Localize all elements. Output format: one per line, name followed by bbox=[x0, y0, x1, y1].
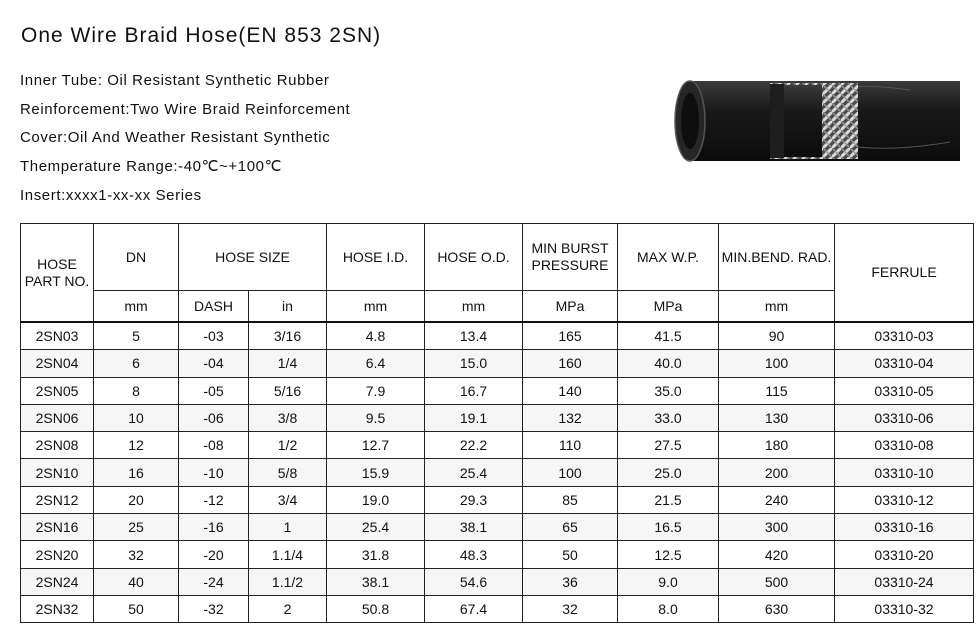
cell-ferrule: 03310-24 bbox=[835, 568, 974, 595]
cell-dash: -24 bbox=[179, 568, 249, 595]
unit-dash: DASH bbox=[179, 291, 249, 323]
cell-ferrule: 03310-12 bbox=[835, 486, 974, 513]
spec-insert: Insert:xxxx1-xx-xx Series bbox=[20, 186, 202, 204]
spec-reinforcement: Reinforcement:Two Wire Braid Reinforcement bbox=[20, 100, 351, 118]
header-part-no: HOSE PART NO. bbox=[21, 224, 94, 323]
table-row bbox=[21, 514, 974, 541]
cell-min-burst: 110 bbox=[523, 432, 618, 459]
cell-min-burst: 50 bbox=[523, 541, 618, 568]
cell-in: 1.1/4 bbox=[249, 541, 327, 568]
cell-max-wp: 21.5 bbox=[618, 486, 719, 513]
cell-max-wp: 41.5 bbox=[618, 322, 719, 350]
cell-in: 5/8 bbox=[249, 459, 327, 486]
cell-max-wp: 27.5 bbox=[618, 432, 719, 459]
cell-hose-od: 13.4 bbox=[425, 322, 523, 350]
cell-dash: -32 bbox=[179, 595, 249, 622]
cell-part-no: 2SN05 bbox=[21, 377, 94, 404]
specification-table bbox=[20, 223, 974, 623]
cell-dn: 40 bbox=[94, 568, 179, 595]
cell-hose-od: 22.2 bbox=[425, 432, 523, 459]
cell-hose-od: 15.0 bbox=[425, 350, 523, 377]
unit-max-wp: MPa bbox=[618, 291, 719, 323]
cell-part-no: 2SN24 bbox=[21, 568, 94, 595]
unit-min-bend: mm bbox=[719, 291, 835, 323]
cell-ferrule: 03310-16 bbox=[835, 514, 974, 541]
table-row bbox=[21, 486, 974, 513]
header-max-wp: MAX W.P. bbox=[618, 224, 719, 291]
cell-hose-od: 67.4 bbox=[425, 595, 523, 622]
cell-dash: -03 bbox=[179, 322, 249, 350]
cell-min-bend: 630 bbox=[719, 595, 835, 622]
cell-dn: 10 bbox=[94, 404, 179, 431]
cell-max-wp: 33.0 bbox=[618, 404, 719, 431]
cell-dash: -06 bbox=[179, 404, 249, 431]
cell-max-wp: 9.0 bbox=[618, 568, 719, 595]
cell-min-bend: 115 bbox=[719, 377, 835, 404]
cell-max-wp: 8.0 bbox=[618, 595, 719, 622]
cell-dash: -08 bbox=[179, 432, 249, 459]
cell-hose-od: 48.3 bbox=[425, 541, 523, 568]
cell-min-bend: 240 bbox=[719, 486, 835, 513]
cell-dn: 20 bbox=[94, 486, 179, 513]
cell-max-wp: 16.5 bbox=[618, 514, 719, 541]
table-row bbox=[21, 595, 974, 622]
header-min-burst: MIN BURST PRESSURE bbox=[523, 224, 618, 291]
cell-dn: 50 bbox=[94, 595, 179, 622]
cell-dn: 16 bbox=[94, 459, 179, 486]
header-hose-id: HOSE I.D. bbox=[327, 224, 425, 291]
cell-in: 2 bbox=[249, 595, 327, 622]
cell-ferrule: 03310-10 bbox=[835, 459, 974, 486]
cell-dash: -12 bbox=[179, 486, 249, 513]
cell-in: 5/16 bbox=[249, 377, 327, 404]
cell-in: 1/2 bbox=[249, 432, 327, 459]
cell-hose-id: 7.9 bbox=[327, 377, 425, 404]
cell-ferrule: 03310-04 bbox=[835, 350, 974, 377]
cell-part-no: 2SN03 bbox=[21, 322, 94, 350]
cell-ferrule: 03310-08 bbox=[835, 432, 974, 459]
table-row bbox=[21, 404, 974, 431]
cell-dn: 5 bbox=[94, 322, 179, 350]
spec-temperature: Themperature Range:-40℃~+100℃ bbox=[20, 158, 283, 176]
spec-cover: Cover:Oil And Weather Resistant Synthetic bbox=[20, 129, 331, 147]
hose-image bbox=[670, 76, 963, 168]
cell-min-bend: 180 bbox=[719, 432, 835, 459]
cell-max-wp: 35.0 bbox=[618, 377, 719, 404]
cell-in: 1/4 bbox=[249, 350, 327, 377]
cell-min-burst: 85 bbox=[523, 486, 618, 513]
cell-min-burst: 132 bbox=[523, 404, 618, 431]
table-row bbox=[21, 541, 974, 568]
spec-inner-tube: Inner Tube: Oil Resistant Synthetic Rubber bbox=[20, 72, 330, 89]
cell-min-bend: 300 bbox=[719, 514, 835, 541]
cell-part-no: 2SN20 bbox=[21, 541, 94, 568]
cell-ferrule: 03310-05 bbox=[835, 377, 974, 404]
cell-hose-id: 19.0 bbox=[327, 486, 425, 513]
table-body bbox=[21, 322, 974, 623]
cell-dash: -05 bbox=[179, 377, 249, 404]
cell-dn: 32 bbox=[94, 541, 179, 568]
table-row bbox=[21, 432, 974, 459]
cell-dash: -20 bbox=[179, 541, 249, 568]
cell-min-burst: 140 bbox=[523, 377, 618, 404]
unit-min-burst: MPa bbox=[523, 291, 618, 323]
header-ferrule: FERRULE bbox=[835, 224, 974, 323]
cell-part-no: 2SN08 bbox=[21, 432, 94, 459]
table-row bbox=[21, 350, 974, 377]
table-row bbox=[21, 322, 974, 350]
cell-hose-id: 4.8 bbox=[327, 322, 425, 350]
cell-dn: 6 bbox=[94, 350, 179, 377]
cell-part-no: 2SN10 bbox=[21, 459, 94, 486]
cell-dn: 25 bbox=[94, 514, 179, 541]
cell-max-wp: 25.0 bbox=[618, 459, 719, 486]
cell-max-wp: 40.0 bbox=[618, 350, 719, 377]
header-dn: DN bbox=[94, 224, 179, 291]
header-hose-od: HOSE O.D. bbox=[425, 224, 523, 291]
cell-max-wp: 12.5 bbox=[618, 541, 719, 568]
cell-hose-id: 50.8 bbox=[327, 595, 425, 622]
cell-hose-id: 38.1 bbox=[327, 568, 425, 595]
cell-hose-od: 38.1 bbox=[425, 514, 523, 541]
cell-in: 3/4 bbox=[249, 486, 327, 513]
unit-in: in bbox=[249, 291, 327, 323]
cell-min-bend: 100 bbox=[719, 350, 835, 377]
table-row bbox=[21, 377, 974, 404]
cell-part-no: 2SN16 bbox=[21, 514, 94, 541]
cell-part-no: 2SN04 bbox=[21, 350, 94, 377]
cell-min-burst: 160 bbox=[523, 350, 618, 377]
cell-min-burst: 32 bbox=[523, 595, 618, 622]
cell-part-no: 2SN06 bbox=[21, 404, 94, 431]
unit-dn: mm bbox=[94, 291, 179, 323]
cell-dash: -16 bbox=[179, 514, 249, 541]
cell-hose-id: 6.4 bbox=[327, 350, 425, 377]
cell-min-burst: 36 bbox=[523, 568, 618, 595]
cell-hose-od: 54.6 bbox=[425, 568, 523, 595]
page-title: One Wire Braid Hose(EN 853 2SN) bbox=[21, 24, 382, 47]
cell-hose-id: 15.9 bbox=[327, 459, 425, 486]
cell-min-burst: 65 bbox=[523, 514, 618, 541]
cell-ferrule: 03310-06 bbox=[835, 404, 974, 431]
unit-hose-id: mm bbox=[327, 291, 425, 323]
header-min-bend: MIN.BEND. RAD. bbox=[719, 224, 835, 291]
cell-dash: -04 bbox=[179, 350, 249, 377]
cell-in: 1.1/2 bbox=[249, 568, 327, 595]
cell-min-burst: 165 bbox=[523, 322, 618, 350]
cell-min-bend: 130 bbox=[719, 404, 835, 431]
cell-min-bend: 500 bbox=[719, 568, 835, 595]
spec-list bbox=[20, 70, 350, 213]
cell-hose-od: 29.3 bbox=[425, 486, 523, 513]
cell-min-bend: 200 bbox=[719, 459, 835, 486]
cell-part-no: 2SN12 bbox=[21, 486, 94, 513]
header-hose-size: HOSE SIZE bbox=[179, 224, 327, 291]
cell-dn: 12 bbox=[94, 432, 179, 459]
cell-hose-od: 25.4 bbox=[425, 459, 523, 486]
cell-in: 3/16 bbox=[249, 322, 327, 350]
cell-part-no: 2SN32 bbox=[21, 595, 94, 622]
cell-dn: 8 bbox=[94, 377, 179, 404]
cell-ferrule: 03310-20 bbox=[835, 541, 974, 568]
cell-hose-od: 16.7 bbox=[425, 377, 523, 404]
cell-hose-id: 25.4 bbox=[327, 514, 425, 541]
cell-min-burst: 100 bbox=[523, 459, 618, 486]
cell-hose-od: 19.1 bbox=[425, 404, 523, 431]
table-row bbox=[21, 568, 974, 595]
cell-in: 1 bbox=[249, 514, 327, 541]
cell-min-bend: 90 bbox=[719, 322, 835, 350]
cell-hose-id: 31.8 bbox=[327, 541, 425, 568]
cell-dash: -10 bbox=[179, 459, 249, 486]
cell-ferrule: 03310-32 bbox=[835, 595, 974, 622]
unit-hose-od: mm bbox=[425, 291, 523, 323]
cell-hose-id: 12.7 bbox=[327, 432, 425, 459]
cell-hose-id: 9.5 bbox=[327, 404, 425, 431]
cell-ferrule: 03310-03 bbox=[835, 322, 974, 350]
cell-in: 3/8 bbox=[249, 404, 327, 431]
cell-min-bend: 420 bbox=[719, 541, 835, 568]
table-row bbox=[21, 459, 974, 486]
